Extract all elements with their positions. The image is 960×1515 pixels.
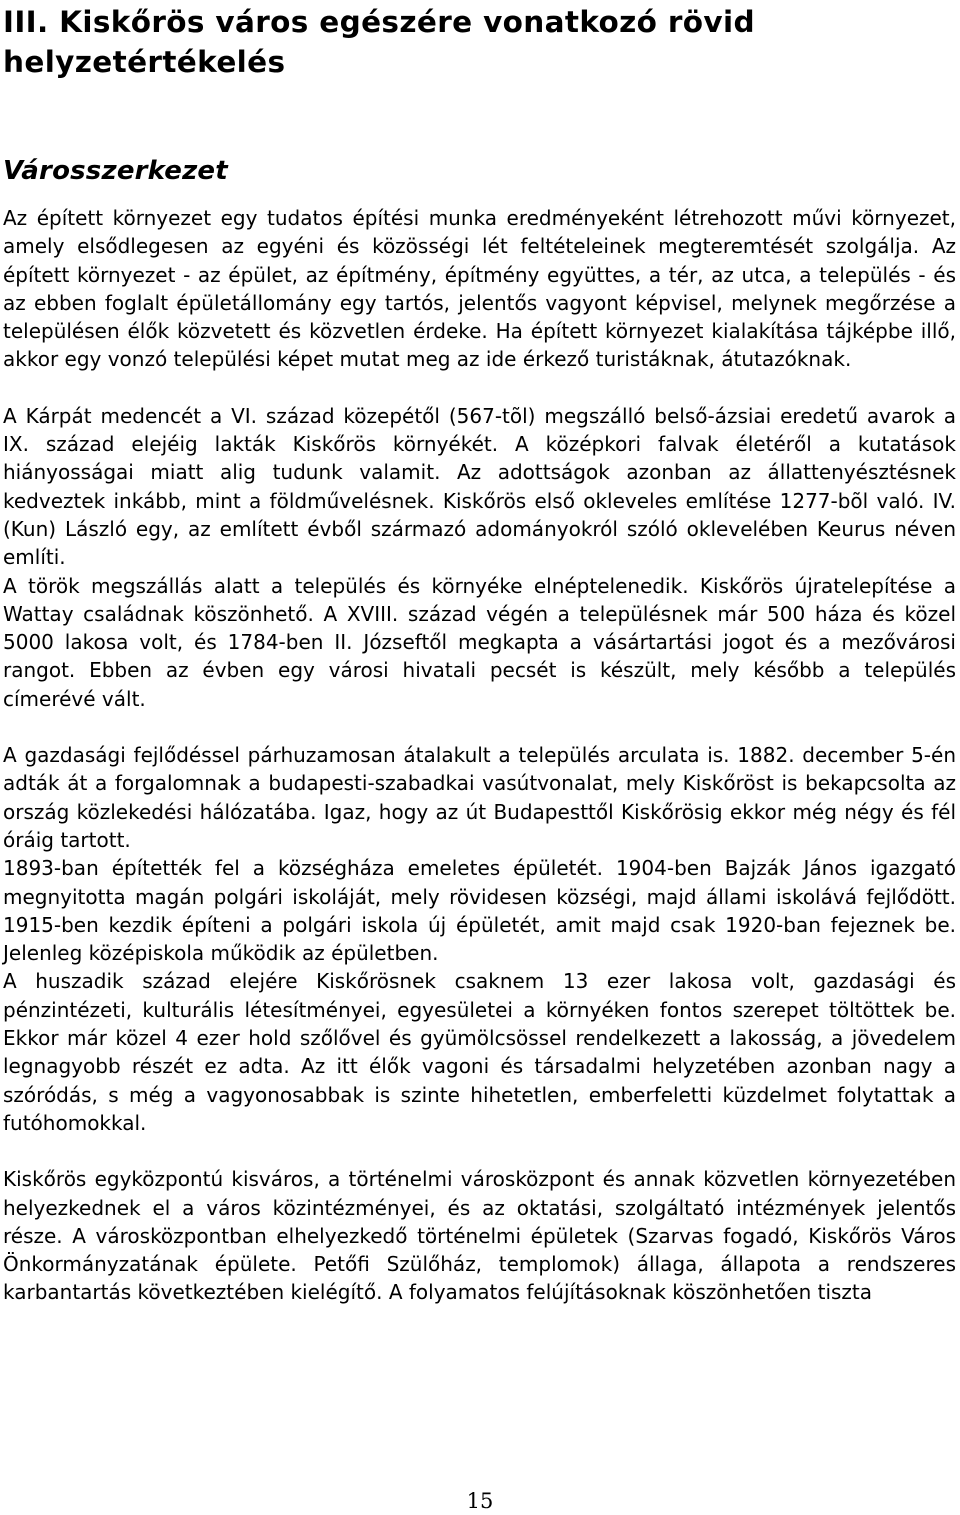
paragraph: A gazdasági fejlődéssel párhuzamosan átalakult a település arculata is. 1882. december 5-én adták át a forgalomnak a budapesti-szabadkai vasútvonalat, mely Kiskőröst is bekapcsolta az ország közlekedési hálózatába. Igaz, hogy az út Budapesttől Kiskőrösig ekkor még négy és fél óráig tartott.	[3, 743, 956, 852]
section-title-line-1: III. Kiskőrös város egészére vonatkozó rövid	[3, 5, 755, 39]
paragraph: 1893-ban építették fel a községháza emeletes épületét. 1904-ben Bajzák János igazgató megnyitotta magán polgári iskoláját, mely rövidesen községi, majd állami iskolává fejlődött. 1915-ben kezdik építeni a polgári iskola új épületét, amit majd csak 1920-ban fejeznek be. Jelenleg középiskola működik az épületben.	[3, 856, 956, 966]
paragraph: Kiskőrös egyközpontú kisváros, a történelmi városközpont és annak közvetlen környezetében helyezkednek el a város közintézményei, és az oktatási, szolgáltató intézmények jelentős része. A városközpontban elhelyezkedő történelmi épületek (Szarvas fogadó, Kiskőrös Város Önkormányzatának épülete. Petőfi Szülőház, templomok) állaga, állapota a rendszeres karbantartás következtében kielégítő. A folyamatos felújításoknak köszönhetően tiszta	[3, 1167, 956, 1305]
section-title	[3, 0, 956, 82]
paragraph: A huszadik század elejére Kiskőrösnek csaknem 13 ezer lakosa volt, gazdasági és pénzintézeti, kulturális létesítményei, egyesületei a környéken fontos szerepet töltöttek be. Ekkor már közel 4 ezer hold szőlővel és gyümölcsössel rendelkezett a lakosság, a jövedelem legnagyobb részét ez adta. Az itt élők vagoni és társadalmi helyzetében azonban nagy a szóródás, s még a vagyonosabbak is szinte hihetetlen, emberfeletti küzdelmet folytattak a futóhomokkal.	[3, 969, 956, 1135]
body-text	[3, 204, 956, 1307]
section-title-line-2: helyzetértékelés	[3, 45, 286, 79]
page-number: 15	[466, 1489, 494, 1513]
paragraph: A török megszállás alatt a település és környéke elnéptelenedik. Kiskőrös újratelepítése a Wattay családnak köszönhető. A XVIII. század végén a településnek már 500 háza és közel 5000 lakosa volt, és 1784-ben II. Józseftől megkapta a vásártartási jogot és a mezővárosi rangot. Ebben az évben egy városi hivatali pecsét is készült, mely később a település címerévé vált.	[3, 573, 956, 711]
page-content	[3, 0, 956, 1307]
paragraph: A Kárpát medencét a VI. század közepétől (567-tõl) megszálló belső-ázsiai eredetű avarok a IX. század elejéig lakták Kiskőrös környékét. A középkori falvak életéről a kutatások hiányosságai miatt alig tudunk valamit. Az adottságok azonban az állattenyésztésnek kedveztek inkább, mint a földművelésnek. Kiskőrös első okleveles említése 1277-bõl való. IV. (Kun) László egy, az említett évből származó adományokról szóló oklevelében Keurus néven említi.	[3, 403, 956, 570]
paragraph: Az épített környezet egy tudatos építési munka eredményeként létrehozott művi környezet, amely elsődlegesen az egyéni és közösségi lét feltételeinek megteremtését szolgálja. Az épített környezet - az épület, az építmény, építmény együttes, a tér, az utca, a település - és az ebben foglalt épületállomány egy tartós, jelentős vagyont képvisel, melynek megőrzése a településen élők közvetett és közvetlen érdeke. Ha épített környezet kialakítása tájképbe illő, akkor egy vonzó települési képet mutat meg az ide érkező turistáknak, átutazóknak.	[3, 206, 956, 372]
subheading: Városszerkezet	[3, 156, 228, 186]
